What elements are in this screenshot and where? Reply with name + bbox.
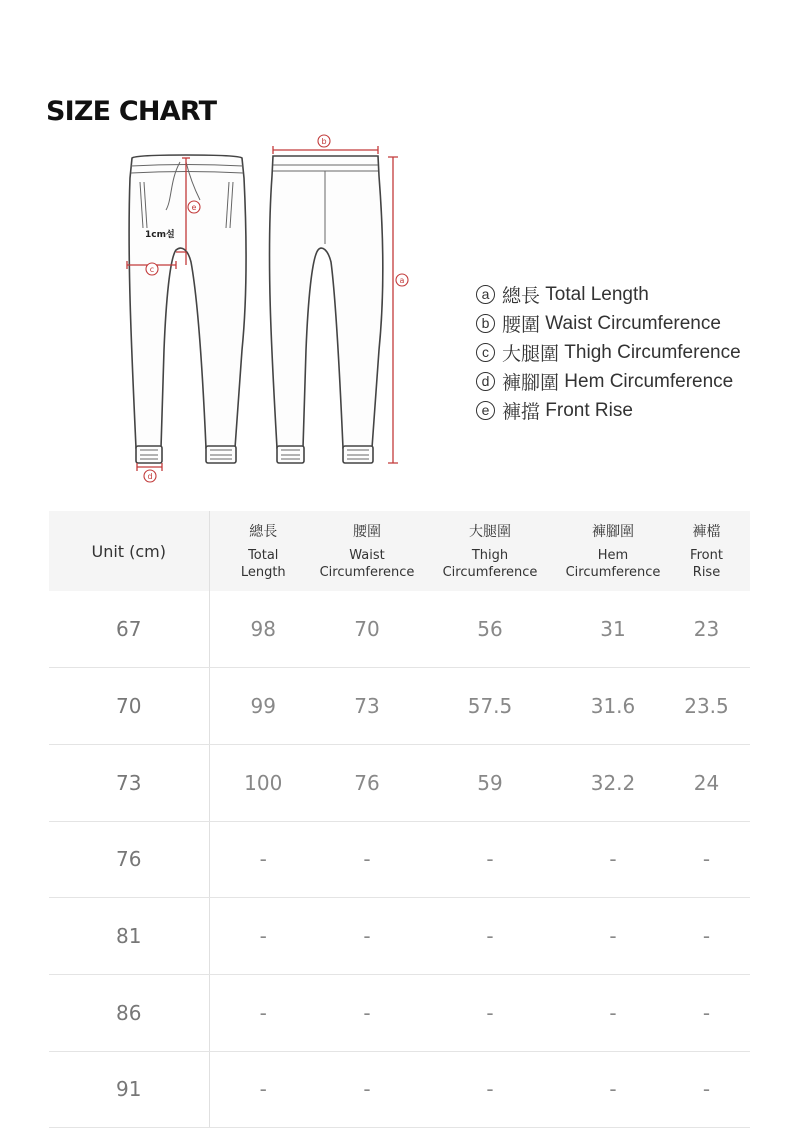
unit-header: Unit (cm) (49, 511, 209, 591)
marker-a-icon: a (476, 285, 495, 304)
table-cell: - (663, 1051, 750, 1128)
size-table (49, 511, 750, 1128)
legend-zh: 褲擋 (502, 402, 541, 423)
table-cell: - (663, 821, 750, 898)
marker-c-icon: c (476, 343, 495, 362)
marker-c (146, 263, 158, 275)
table-cell: 73 (317, 668, 417, 745)
table-cell: - (663, 898, 750, 975)
table-cell: - (417, 898, 563, 975)
table-header-row (49, 511, 750, 591)
header-waist: 腰圍 Waist Circumference (319, 524, 415, 580)
marker-b-icon: b (476, 314, 495, 333)
marker-e-icon: e (476, 401, 495, 420)
table-cell: 23.5 (663, 668, 750, 745)
table-row (49, 974, 750, 1051)
header-front-rise: 褲檔 Front Rise (690, 524, 723, 580)
header-thigh: 大腿圍 Thigh Circumference (442, 524, 538, 580)
table-cell: 56 (417, 591, 563, 668)
front-pants-drawing (129, 155, 246, 463)
table-row (49, 668, 750, 745)
table-cell: - (209, 821, 317, 898)
legend-item-thigh (476, 338, 741, 367)
legend-zh: 總長 (502, 286, 541, 307)
table-cell: - (317, 974, 417, 1051)
legend-item-total-length (476, 280, 741, 309)
page-title: SIZE CHART (46, 96, 217, 127)
table-cell: - (417, 821, 563, 898)
table-cell: 59 (417, 744, 563, 821)
table-cell: 76 (317, 744, 417, 821)
legend-en: Hem Circumference (564, 370, 734, 392)
legend-en: Waist Circumference (545, 312, 721, 334)
table-cell: 98 (209, 591, 317, 668)
table-cell: 70 (317, 591, 417, 668)
legend-zh: 褲腳圍 (502, 373, 560, 394)
table-cell: 32.2 (563, 744, 663, 821)
size-cell: 67 (49, 591, 209, 668)
svg-text:e: e (191, 203, 197, 212)
table-cell: - (663, 974, 750, 1051)
back-pants-drawing (269, 156, 382, 463)
legend-en: Front Rise (545, 399, 633, 421)
marker-b (318, 135, 330, 147)
table-cell: 99 (209, 668, 317, 745)
table-row (49, 821, 750, 898)
table-cell: 100 (209, 744, 317, 821)
size-cell: 86 (49, 974, 209, 1051)
legend-zh: 腰圍 (502, 315, 541, 336)
table-cell: 24 (663, 744, 750, 821)
size-cell: 91 (49, 1051, 209, 1128)
pants-diagram (0, 0, 800, 500)
table-cell: - (563, 1051, 663, 1128)
svg-text:c: c (149, 265, 155, 274)
table-cell: - (209, 1051, 317, 1128)
table-cell: - (417, 1051, 563, 1128)
table-cell: 57.5 (417, 668, 563, 745)
size-cell: 73 (49, 744, 209, 821)
table-cell: - (209, 974, 317, 1051)
table-cell: - (317, 898, 417, 975)
table-cell: 31 (563, 591, 663, 668)
marker-a (396, 274, 408, 286)
table-cell: - (563, 974, 663, 1051)
table-cell: - (563, 898, 663, 975)
legend-en: Thigh Circumference (564, 341, 741, 363)
legend-item-waist (476, 309, 741, 338)
header-total-length: 總長 Total Length (240, 524, 286, 580)
marker-d-icon: d (476, 372, 495, 391)
svg-text:d: d (147, 472, 153, 481)
legend-zh: 大腿圍 (502, 344, 560, 365)
table-cell: - (317, 1051, 417, 1128)
table-cell: - (563, 821, 663, 898)
header-hem: 褲腳圍 Hem Circumference (565, 524, 661, 580)
table-cell: - (317, 821, 417, 898)
marker-e (188, 201, 200, 213)
table-cell: 23 (663, 591, 750, 668)
marker-d (144, 470, 156, 482)
svg-text:b: b (321, 137, 327, 146)
table-cell: 31.6 (563, 668, 663, 745)
table-row (49, 898, 750, 975)
diagram-note: 1cm설 (145, 230, 175, 240)
table-cell: - (417, 974, 563, 1051)
size-cell: 76 (49, 821, 209, 898)
legend-item-front-rise (476, 396, 741, 425)
table-row (49, 1051, 750, 1128)
table-row (49, 591, 750, 668)
svg-text:a: a (399, 276, 405, 285)
legend-item-hem (476, 367, 741, 396)
table-row (49, 744, 750, 821)
legend-en: Total Length (545, 283, 649, 305)
measurement-legend (476, 280, 741, 425)
size-cell: 81 (49, 898, 209, 975)
table-cell: - (209, 898, 317, 975)
size-cell: 70 (49, 668, 209, 745)
